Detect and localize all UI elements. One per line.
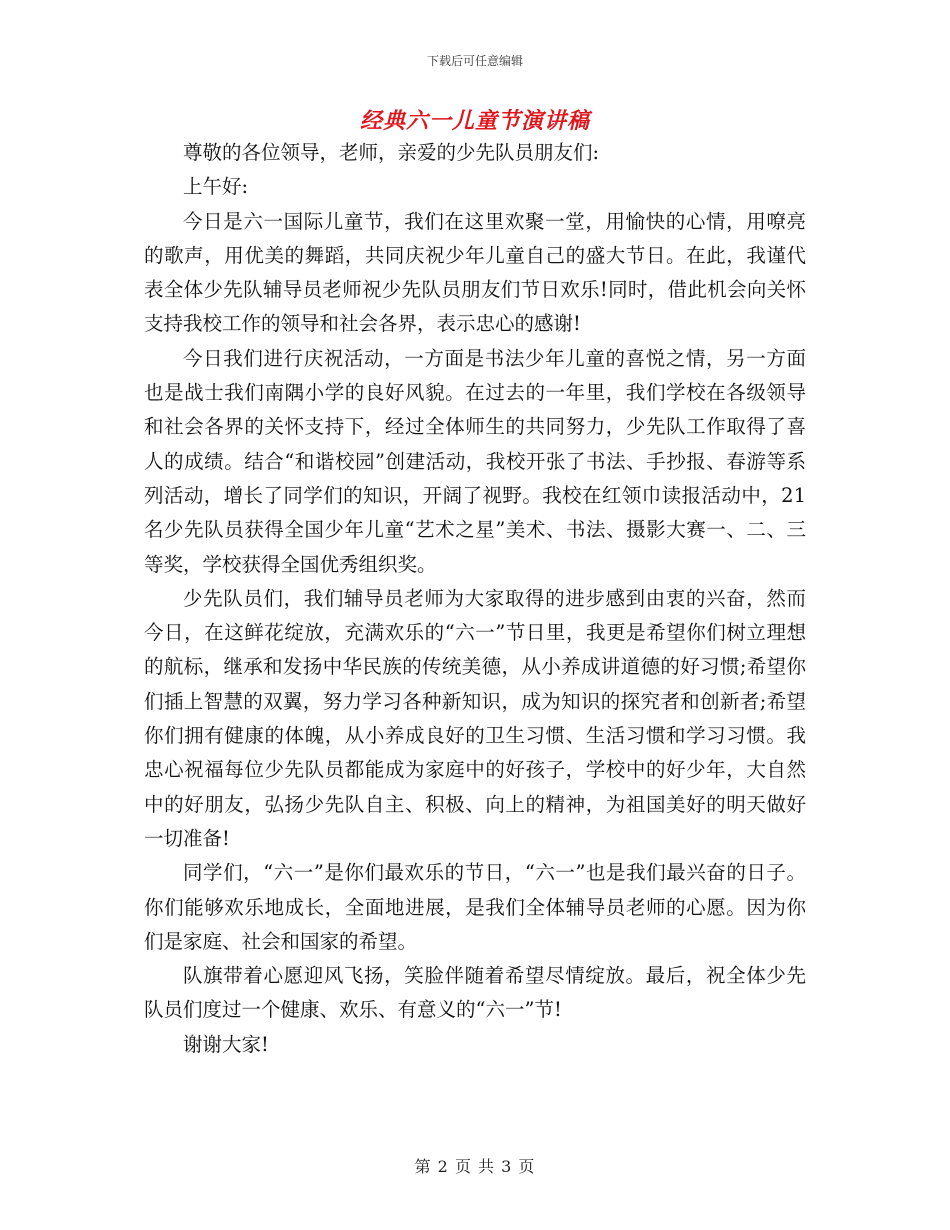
paragraph-students: 同学们，“六一”是你们最欢乐的节日，“六一”也是我们最兴奋的日子。你们能够欢乐地成长，全面地进展，是我们全体辅导员老师的心愿。因为你们是家庭、社会和国家的希望。 xyxy=(144,861,806,953)
header-note: 下载后可任意编辑 xyxy=(426,54,523,68)
page-indicator: 第 2 页 共 3 页 xyxy=(414,1157,536,1176)
paragraph-hopes: 少先队员们，我们辅导员老师为大家取得的进步感到由衷的兴奋，然而今日，在这鲜花绽放，充满欢乐的“六一”节日里，我更是希望你们树立理想的航标，继承和发扬中华民族的传统美德，从小养成讲道德的好习惯;希望你们插上智慧的双翼，努力学习各种新知识，成为知识的探究者和创新者;希望你们拥有健康的体魄，从小养成良好的卫生习惯、生活习惯和学习习惯。我忠心祝福每位少先队员都能成为家庭中的好孩子，学校中的好少年，大自然中的好朋友，弘扬少先队自主、积极、向上的精神，为祖国美好的明天做好一切准备! xyxy=(144,586,806,850)
paragraph-thanks: 谢谢大家! xyxy=(183,1032,269,1056)
paragraph-opening: 今日是六一国际儿童节，我们在这里欢聚一堂，用愉快的心情，用嘹亮的歌声，用优美的舞蹈，共同庆祝少年儿童自己的盛大节日。在此，我谨代表全体少先队辅导员老师祝少先队员朋友们节日欢乐!同时，借此机会向关怀支持我校工作的领导和社会各界，表示忠心的感谢! xyxy=(144,209,806,336)
document-body xyxy=(144,136,806,1062)
paragraph-greeting: 上午好: xyxy=(183,175,249,199)
paragraph-achievements: 今日我们进行庆祝活动，一方面是书法少年儿童的喜悦之情，另一方面也是战士我们南隅小学的良好风貌。在过去的一年里，我们学校在各级领导和社会各界的关怀支持下，经过全体师生的共同努力，少先队工作取得了喜人的成绩。结合“和谐校园”创建活动，我校开张了书法、手抄报、春游等系列活动，增长了同学们的知识，开阔了视野。我校在红领巾读报活动中，21名少先队员获得全国少年儿童“艺术之星”美术、书法、摄影大赛一、二、三等奖，学校获得全国优秀组织奖。 xyxy=(144,346,806,576)
paragraph-salutation: 尊敬的各位领导，老师，亲爱的少先队员朋友们: xyxy=(183,141,600,164)
paragraph-closing: 队旗带着心愿迎风飞扬，笑脸伴随着希望尽情绽放。最后，祝全体少先队员们度过一个健康、欢乐、有意义的“六一”节! xyxy=(144,964,806,1022)
document-title: 经典六一儿童节演讲稿 xyxy=(359,109,590,134)
